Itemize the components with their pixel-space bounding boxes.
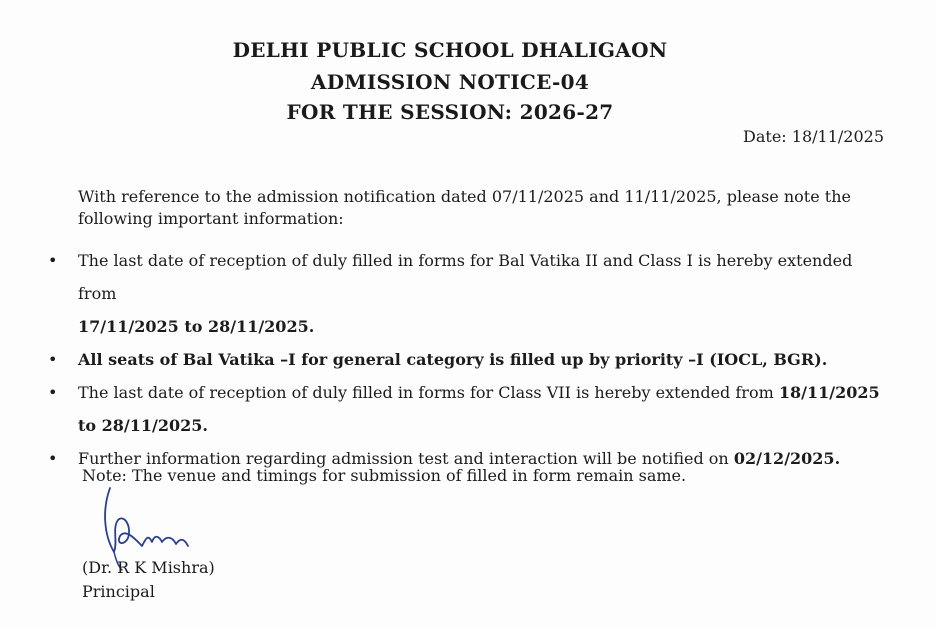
signer-name: (Dr. R K Mishra) — [82, 558, 215, 577]
signer-designation: Principal — [82, 582, 155, 601]
bullet-icon: • — [48, 383, 58, 402]
list-item — [40, 244, 880, 343]
point-bold: 17/11/2025 to 28/11/2025. — [78, 317, 315, 336]
note-text: Note: The venue and timings for submission of filled in form remain same. — [82, 466, 687, 485]
point-text: The last date of reception of duly filled in forms for Class VII is hereby extended from — [78, 383, 779, 402]
bullet-icon: • — [48, 350, 58, 369]
bullet-icon: • — [48, 251, 58, 270]
point-bold: 18/11/2025 to 28/11/2025. — [78, 383, 880, 435]
bullet-icon: • — [48, 449, 58, 468]
point-text: The last date of reception of duly filled in forms for Bal Vatika II and Class I is hereby extended from — [78, 251, 853, 303]
notice-date: Date: 18/11/2025 — [743, 127, 884, 146]
signer-block — [82, 556, 215, 604]
point-text: Further information regarding admission test and interaction will be notified on — [78, 449, 734, 468]
list-item — [40, 343, 880, 376]
notice-title: ADMISSION NOTICE-04 — [310, 70, 590, 94]
list-item — [40, 376, 880, 442]
point-bold: All seats of Bal Vatika –I for general category is filled up by priority –I (IOCL, BGR). — [78, 350, 828, 369]
intro-paragraph: With reference to the admission notification dated 07/11/2025 and 11/11/2025, please note the following important information: — [78, 187, 851, 228]
info-list — [40, 244, 880, 475]
school-name: DELHI PUBLIC SCHOOL DHALIGAON — [232, 38, 668, 62]
session-title: FOR THE SESSION: 2026-27 — [286, 100, 614, 124]
point-bold: 02/12/2025. — [733, 449, 841, 468]
